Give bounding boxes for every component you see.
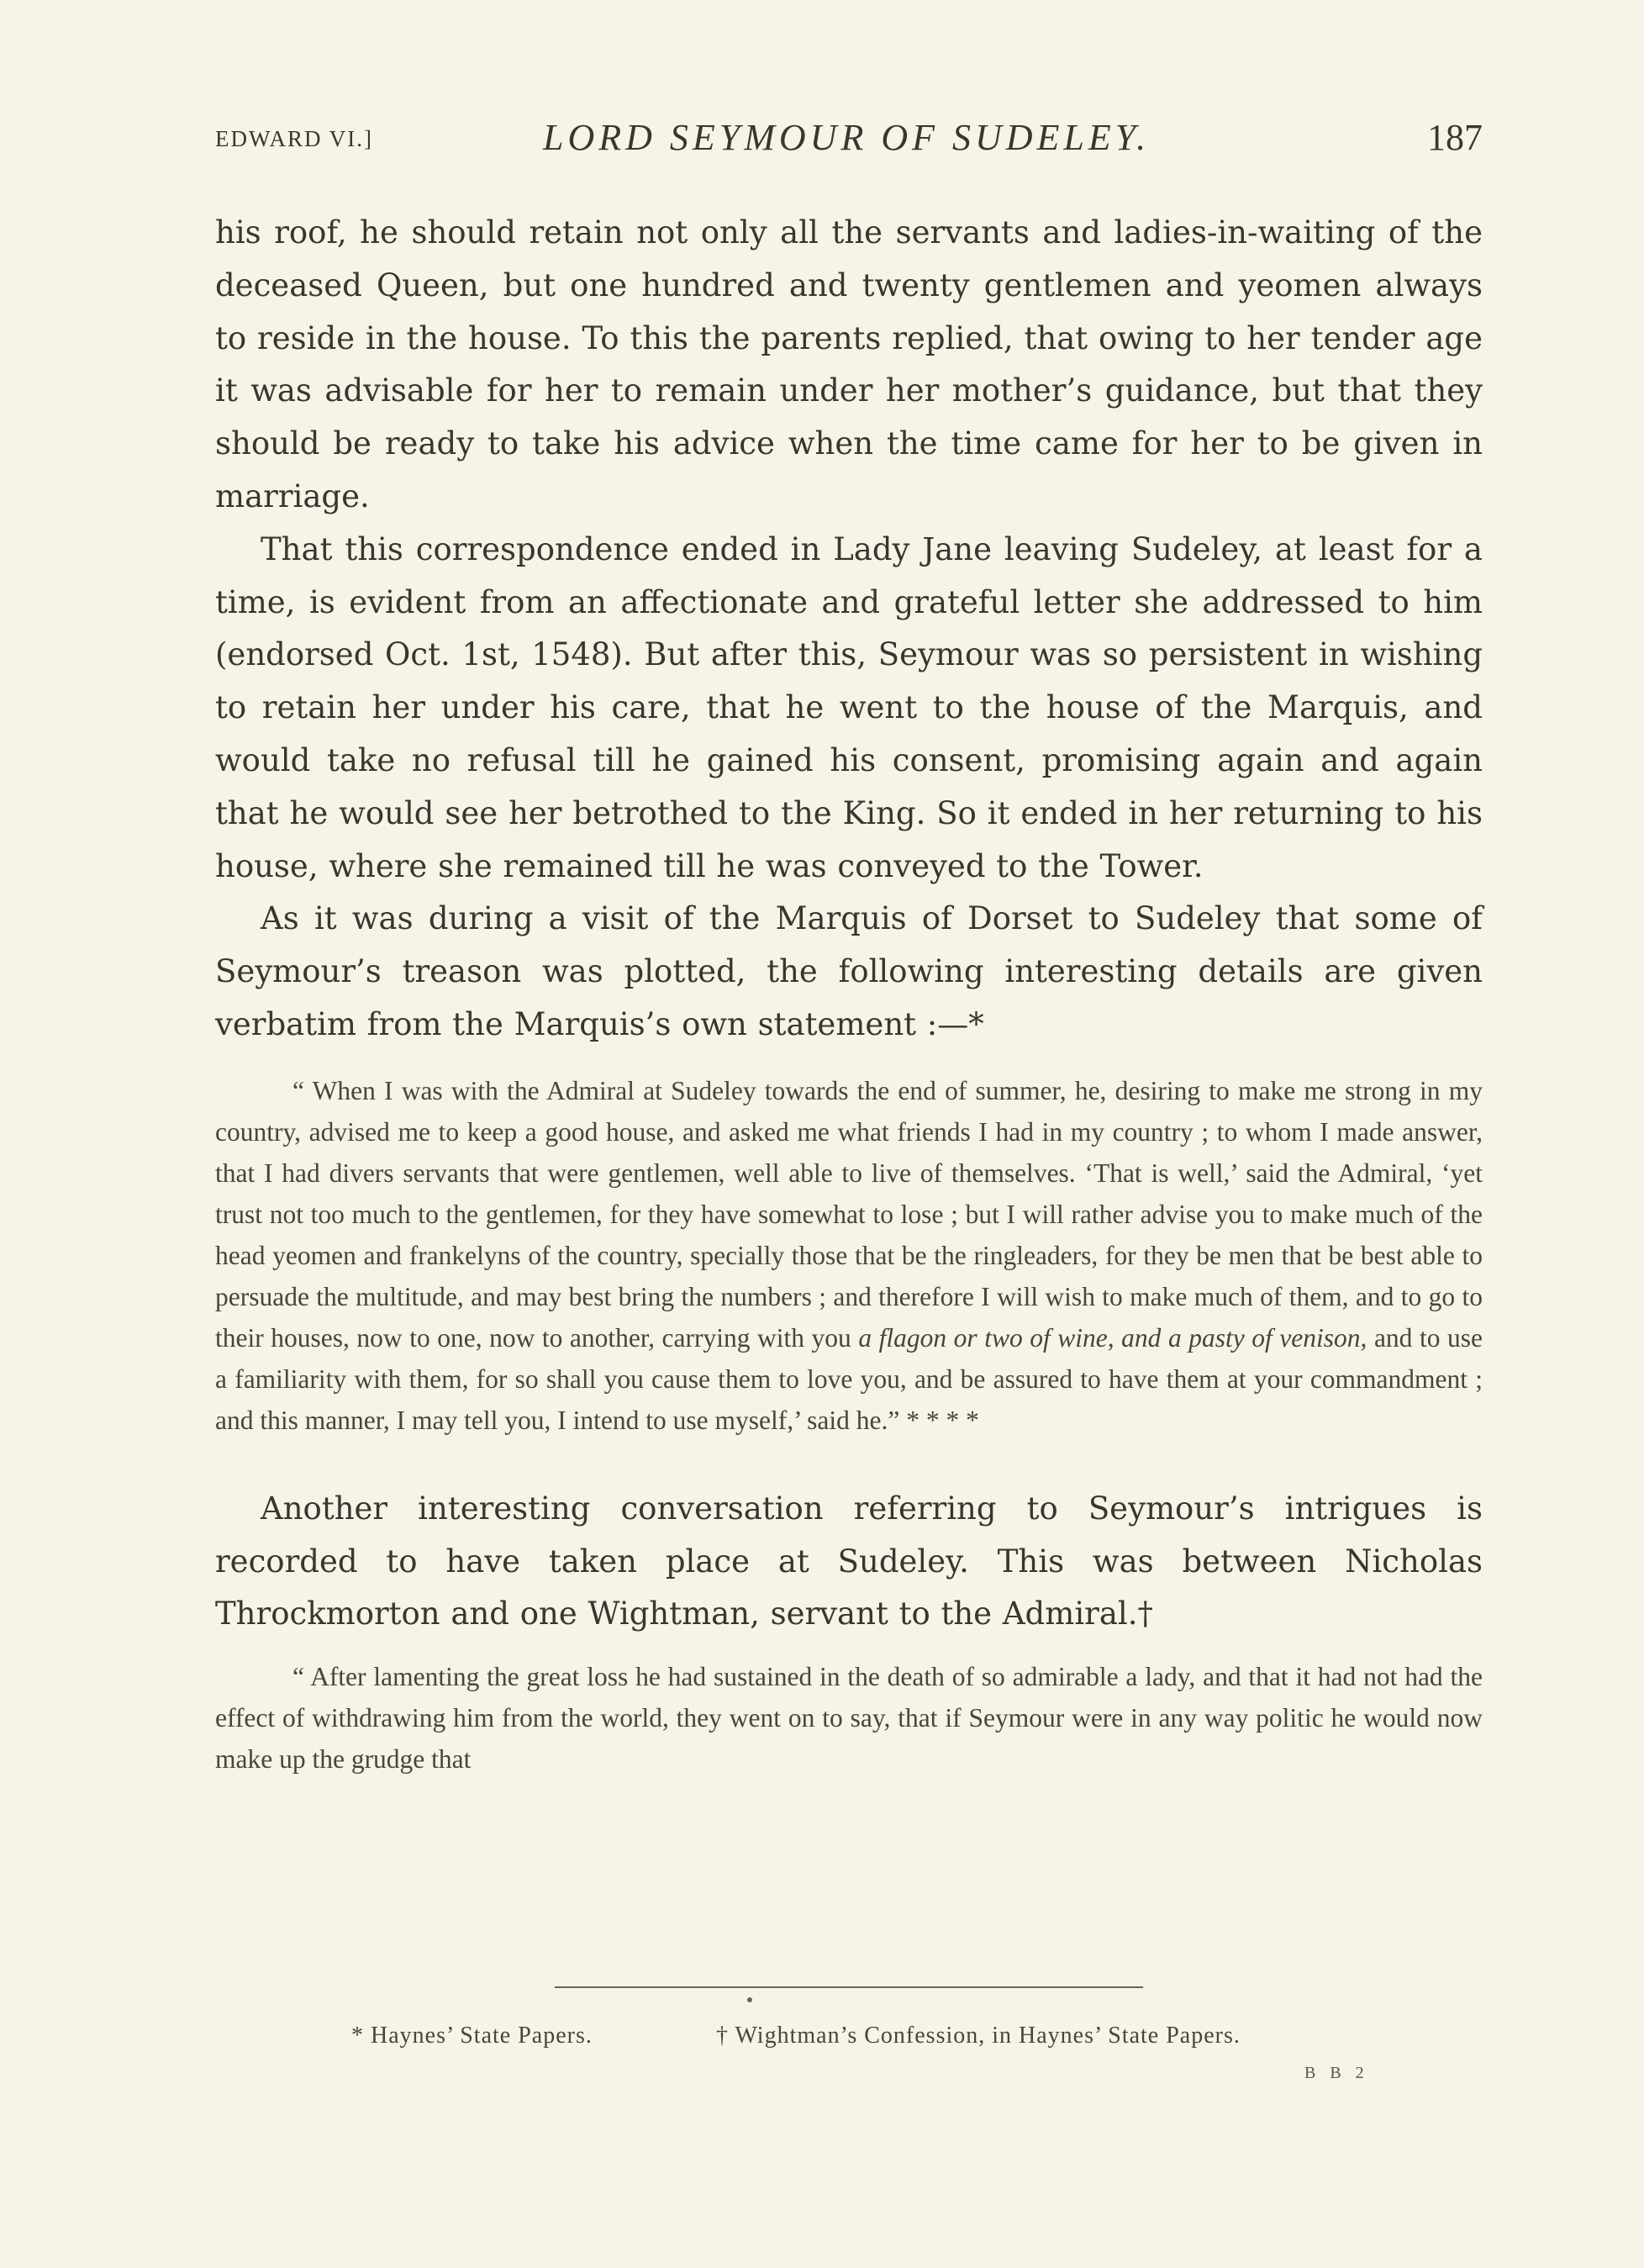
quote-1-text-end: and to use a familiarity with them, for so shall you cause them to love you, and be assured to have them at your commandment ; and this manner, I may tell you, I intend to use myself,’ said he.” * * * *: [215, 1322, 1483, 1435]
footnote-1: * Haynes’ State Papers.: [351, 2023, 593, 2049]
running-header: [215, 116, 1483, 166]
signature-mark: B B 2: [1304, 2064, 1369, 2082]
divider-dot: [747, 1997, 752, 2002]
quote-1-text-start: “ When I was with the Admiral at Sudeley towards the end of summer, he, desiring to make me strong in my country, advised me to keep a good house, and asked me what friends I had in my country ; to whom I made answer, that I had divers servants that were gentlemen, well able to live of themselves. ‘That is well,’ said the Admiral, ‘yet trust not too much to the gentlemen, for they have somewhat to lose ; but I will rather advise you to make much of the head yeomen and frankelyns of the country, specially those that be the ringleaders, for they be men that be best able to persuade the multitude, and may best bring the numbers ; and therefore I will wish to make much of them, and to go to their houses, now to one, now to another, carrying with you: [215, 1075, 1483, 1353]
paragraph-4: Another interesting conversation referring to Seymour’s intrigues is recorded to have taken place at Sudeley. This was between Nicholas Throckmorton and one Wightman, servant to the Admiral.†: [215, 1490, 1483, 1632]
header-section-label: EDWARD VI.]: [215, 126, 373, 151]
paragraph-1: his roof, he should retain not only all the servants and ladies-in-waiting of the deceased Queen, but one hundred and twenty gentlemen and yeomen always to reside in the house. To this the parents replied, that owing to her tender age it was advisable for her to remain under her mother’s guidance, but that they should be ready to take his advice when the time came for her to be given in marriage.: [215, 214, 1483, 514]
header-title: LORD SEYMOUR OF SUDELEY.: [543, 117, 1151, 158]
paragraph-3: As it was during a visit of the Marquis of Dorset to Sudeley that some of Seymour’s treason was plotted, the following interesting details are given verbatim from the Marquis’s own statement :—*: [215, 900, 1483, 1042]
block-quote-1: [215, 1070, 1483, 1441]
footnote-2: † Wightman’s Confession, in Haynes’ State Papers.: [716, 2023, 1241, 2049]
block-quote-2: “ After lamenting the great loss he had sustained in the death of so admirable a lady, and that it had not had the effect of withdrawing him from the world, they went on to say, that if Seymour were in any way politic he would now make up the grudge that: [215, 1662, 1483, 1775]
quote-1-italic-phrase: a flagon or two of wine, and a pasty of venison,: [858, 1322, 1367, 1353]
paragraph-2: That this correspondence ended in Lady Jane leaving Sudeley, at least for a time, is evident from an affectionate and grateful letter she addressed to him (endorsed Oct. 1st, 1548). But after this, Seymour was so persistent in wishing to retain her under his care, that he went to the house of the Marquis, and would take no refusal till he gained his consent, promising again and again that he would see her betrothed to the King. So it ended in her returning to his house, where she remained till he was conveyed to the Tower.: [215, 530, 1483, 884]
footnote-divider: [555, 1986, 1143, 1988]
page-number: 187: [1427, 117, 1483, 158]
page-body: [215, 207, 1483, 1780]
